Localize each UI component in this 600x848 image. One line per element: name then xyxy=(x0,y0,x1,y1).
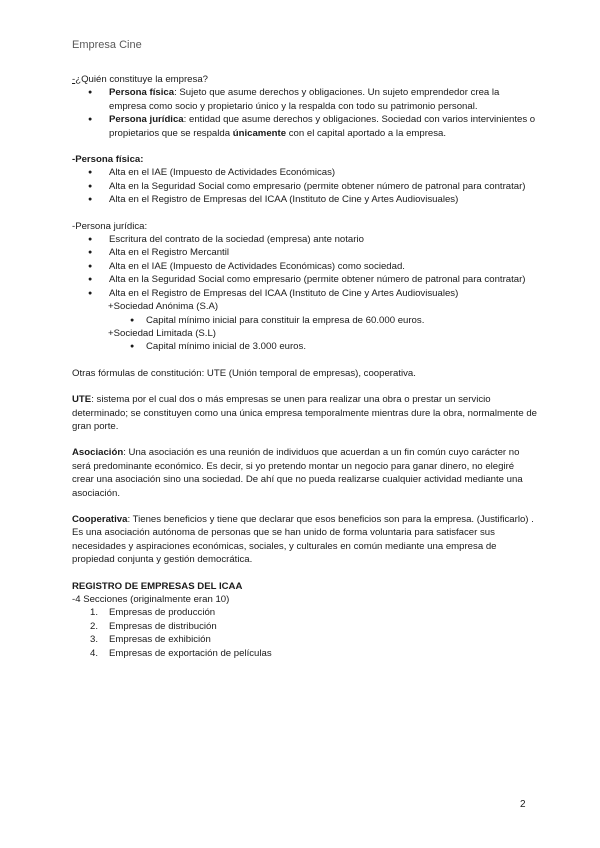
list-number: 3. xyxy=(90,634,99,646)
paragraph-text: : Tienes beneficios y tiene que declarar que esos beneficios son para la empresa. (Justificarlo) . Es una asociación autónoma de personas que se han unido de forma voluntaria para satisfacer sus necesidades y aspiraciones económicas, sociales, y culturales en común mediante una empresa de propiedad conjunta y gestión democrática. xyxy=(72,513,534,566)
term-persona-juridica: Persona jurídica xyxy=(109,114,184,126)
paragraph-text: : sistema por el cual dos o más empresas se unen para realizar una obra o prestar un servicio determinado; se constituyen como una única empresa temporalmente mientras dure la obra, normalmente de gran porte. xyxy=(72,394,538,432)
list-item: ● Escritura del contrato de la sociedad (empresa) ante notario xyxy=(72,233,538,246)
section-title-text: -Persona física: xyxy=(72,154,144,166)
ute-paragraph xyxy=(72,393,538,433)
list-item xyxy=(72,113,538,140)
heading-text: REGISTRO DE EMPRESAS DEL ICAA xyxy=(72,580,243,592)
question-text: ¿Quién constituye la empresa? xyxy=(75,74,208,85)
page-number: 2 xyxy=(520,799,526,810)
intro-list xyxy=(72,86,538,140)
otras-formulas-paragraph: Otras fórmulas de constitución: UTE (Unión temporal de empresas), cooperativa. xyxy=(72,367,416,379)
registro-heading xyxy=(72,580,538,593)
persona-fisica-list xyxy=(72,166,538,206)
registro-subtitle: -4 Secciones (originalmente eran 10) xyxy=(72,594,230,605)
paragraph-text: : Una asociación es una reunión de individuos que acuerdan a un fin común cuyo carácter no será predominante económico. Es decir, si yo pretendo montar un negocio para ganar dinero, no elegiré crear una asociación sino una sociedad. De ahí que no pueda realizarse cualquier actividad mediante una asociación. xyxy=(72,447,523,499)
sociedad-limitada-label: +Sociedad Limitada (S.L) xyxy=(108,327,216,339)
cooperativa-paragraph xyxy=(72,513,538,567)
persona-juridica-list xyxy=(72,233,538,300)
definition-text: : entidad que asume derechos y obligaciones. Sociedad con varios intervinientes o propietarios que se respalda xyxy=(109,114,536,139)
list-item xyxy=(72,633,538,646)
section-title-persona-fisica xyxy=(72,153,538,166)
list-item: ● Capital mínimo inicial para constituir la empresa de 60.000 euros. xyxy=(72,314,538,327)
list-item: ● Alta en el IAE (Impuesto de Actividades Económicas) xyxy=(72,166,538,179)
list-item: ● Alta en la Seguridad Social como empresario (permite obtener número de patronal para contratar) xyxy=(72,273,538,286)
definition-text: con el capital aportado a la empresa. xyxy=(286,127,447,139)
sociedad-anonima-list xyxy=(72,314,538,327)
list-item-text: Empresas de producción xyxy=(109,607,216,619)
list-item-text: Empresas de exportación de películas xyxy=(109,647,272,659)
term-cooperativa: Cooperativa xyxy=(72,513,128,525)
sociedad-limitada-list xyxy=(72,340,538,353)
list-item-text: Empresas de exhibición xyxy=(109,634,211,646)
list-item-text: Empresas de distribución xyxy=(109,620,217,632)
list-number: 4. xyxy=(90,647,99,659)
term-persona-fisica: Persona física xyxy=(109,87,175,99)
asociacion-paragraph xyxy=(72,446,538,500)
list-item xyxy=(72,86,538,113)
list-item: ● Alta en el IAE (Impuesto de Actividades Económicas) como sociedad. xyxy=(72,260,538,273)
registro-sections-list xyxy=(72,606,538,660)
question-line xyxy=(72,73,538,86)
list-item: ● Capital mínimo inicial de 3.000 euros. xyxy=(72,340,538,353)
document-body xyxy=(72,73,538,660)
list-item: ● Alta en el Registro de Empresas del ICAA (Instituto de Cine y Artes Audiovisuales) xyxy=(72,287,538,300)
list-number: 1. xyxy=(90,607,99,619)
list-number: 2. xyxy=(90,620,99,632)
definition-text: : Sujeto que asume derechos y obligaciones. Un sujeto emprendedor crea la empresa como socio y propietario único y la respalda con todo su patrimonio personal. xyxy=(109,87,500,112)
list-item: ● Alta en el Registro Mercantil xyxy=(72,246,538,259)
list-item xyxy=(72,620,538,633)
term-asociacion: Asociación xyxy=(72,447,124,459)
sociedad-anonima-label: +Sociedad Anónima (S.A) xyxy=(108,301,219,313)
running-header: Empresa Cine xyxy=(72,39,142,51)
question-dash: - xyxy=(72,74,76,85)
section-title-persona-juridica: -Persona jurídica: xyxy=(72,220,148,232)
term-ute: UTE xyxy=(72,394,92,406)
list-item: ● Alta en el Registro de Empresas del ICAA (Instituto de Cine y Artes Audiovisuales) xyxy=(72,193,538,206)
list-item: ● Alta en la Seguridad Social como empresario (permite obtener número de patronal para contratar) xyxy=(72,180,538,193)
emphasis-text: únicamente xyxy=(232,127,287,139)
list-item xyxy=(72,647,538,660)
list-item xyxy=(72,606,538,619)
